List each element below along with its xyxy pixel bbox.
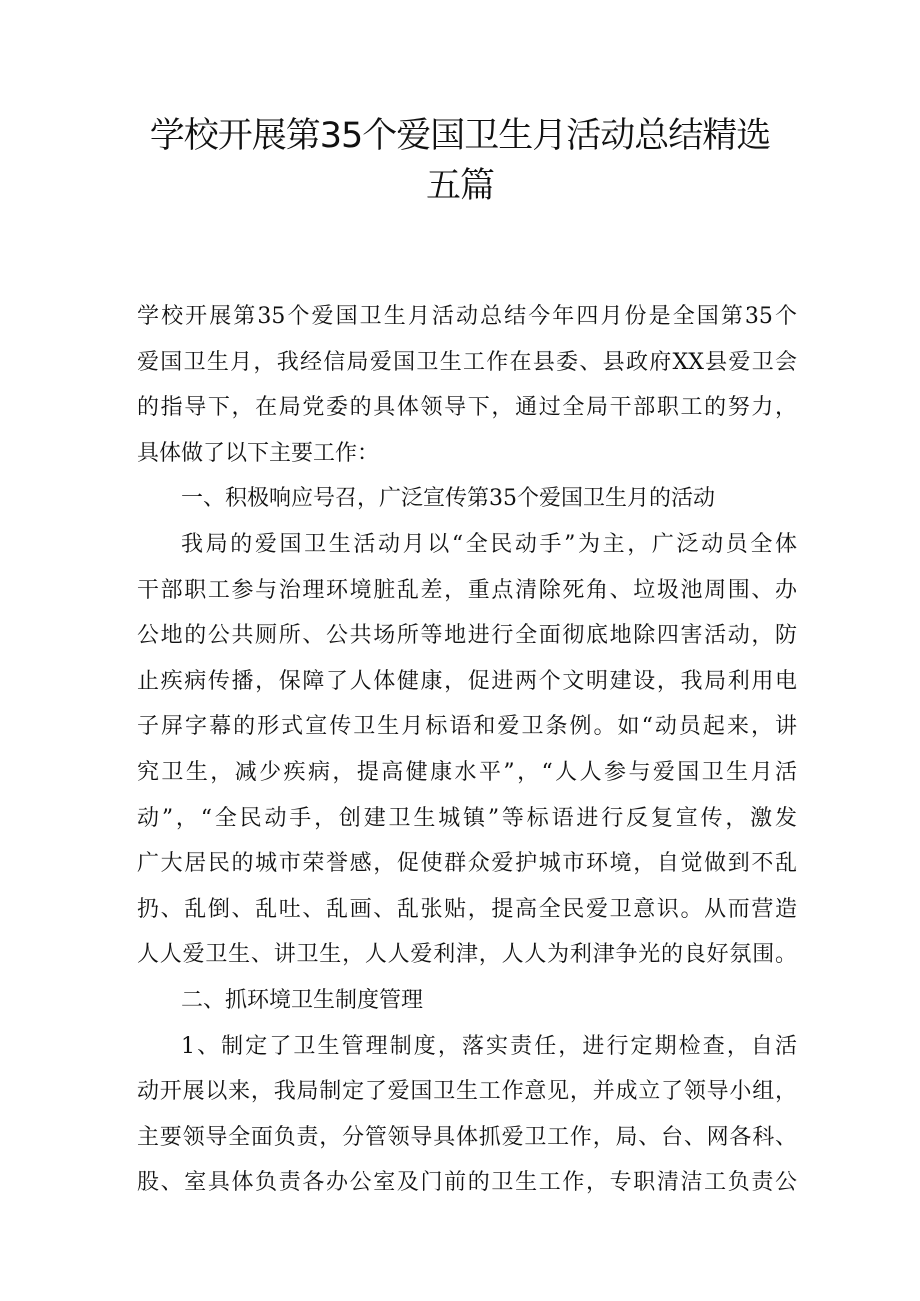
body-line: 广大居民的城市荣誉感，促使群众爱护城市环境，自觉做到不乱	[137, 851, 797, 877]
body-line: 1、制定了卫生管理制度，落实责任，进行定期检查，自活	[181, 1033, 797, 1059]
body-line: 的指导下，在局党委的具体领导下，通过全局干部职工的努力，	[137, 395, 797, 421]
body-line: 究卫生，减少疾病，提高健康水平”，“人人参与爱国卫生月活	[137, 759, 797, 785]
section-heading: 一、积极响应号召，广泛宣传第35个爱国卫生月的活动	[181, 486, 715, 512]
body-line: 公地的公共厕所、公共场所等地进行全面彻底地除四害活动，防	[137, 623, 797, 649]
body-line: 动”，“全民动手，创建卫生城镇”等标语进行反复宣传，激发	[137, 805, 797, 831]
body-line: 止疾病传播，保障了人体健康，促进两个文明建设，我局利用电	[137, 668, 797, 694]
document-title-line-1: 学校开展第35个爱国卫生月活动总结精选	[149, 116, 771, 156]
document-body	[137, 294, 797, 1206]
body-line: 爱国卫生月，我经信局爱国卫生工作在县委、县政府XX县爱卫会	[137, 349, 797, 375]
body-line: 学校开展第35个爱国卫生月活动总结今年四月份是全国第35个	[137, 304, 797, 329]
body-line: 具体做了以下主要工作：	[137, 440, 380, 466]
body-line: 主要领导全面负责，分管领导具体抓爱卫工作，局、台、网各科、	[137, 1124, 797, 1150]
body-line: 我局的爱国卫生活动月以“全民动手”为主，广泛动员全体	[181, 531, 797, 557]
document-title-line-2: 五篇	[425, 166, 494, 206]
body-line: 子屏字幕的形式宣传卫生月标语和爱卫条例。如“动员起来，讲	[137, 714, 797, 740]
body-line: 扔、乱倒、乱吐、乱画、乱张贴，提高全民爱卫意识。从而营造	[137, 896, 797, 922]
section-heading: 二、抓环境卫生制度管理	[181, 987, 424, 1013]
body-line: 干部职工参与治理环境脏乱差，重点清除死角、垃圾池周围、办	[137, 577, 797, 603]
body-line: 股、室具体负责各办公室及门前的卫生工作，专职清洁工负责公	[137, 1170, 797, 1196]
body-line: 人人爱卫生、讲卫生，人人爱利津，人人为利津争光的良好氛围。	[137, 942, 797, 968]
body-line: 动开展以来，我局制定了爱国卫生工作意见，并成立了领导小组，	[137, 1079, 797, 1105]
